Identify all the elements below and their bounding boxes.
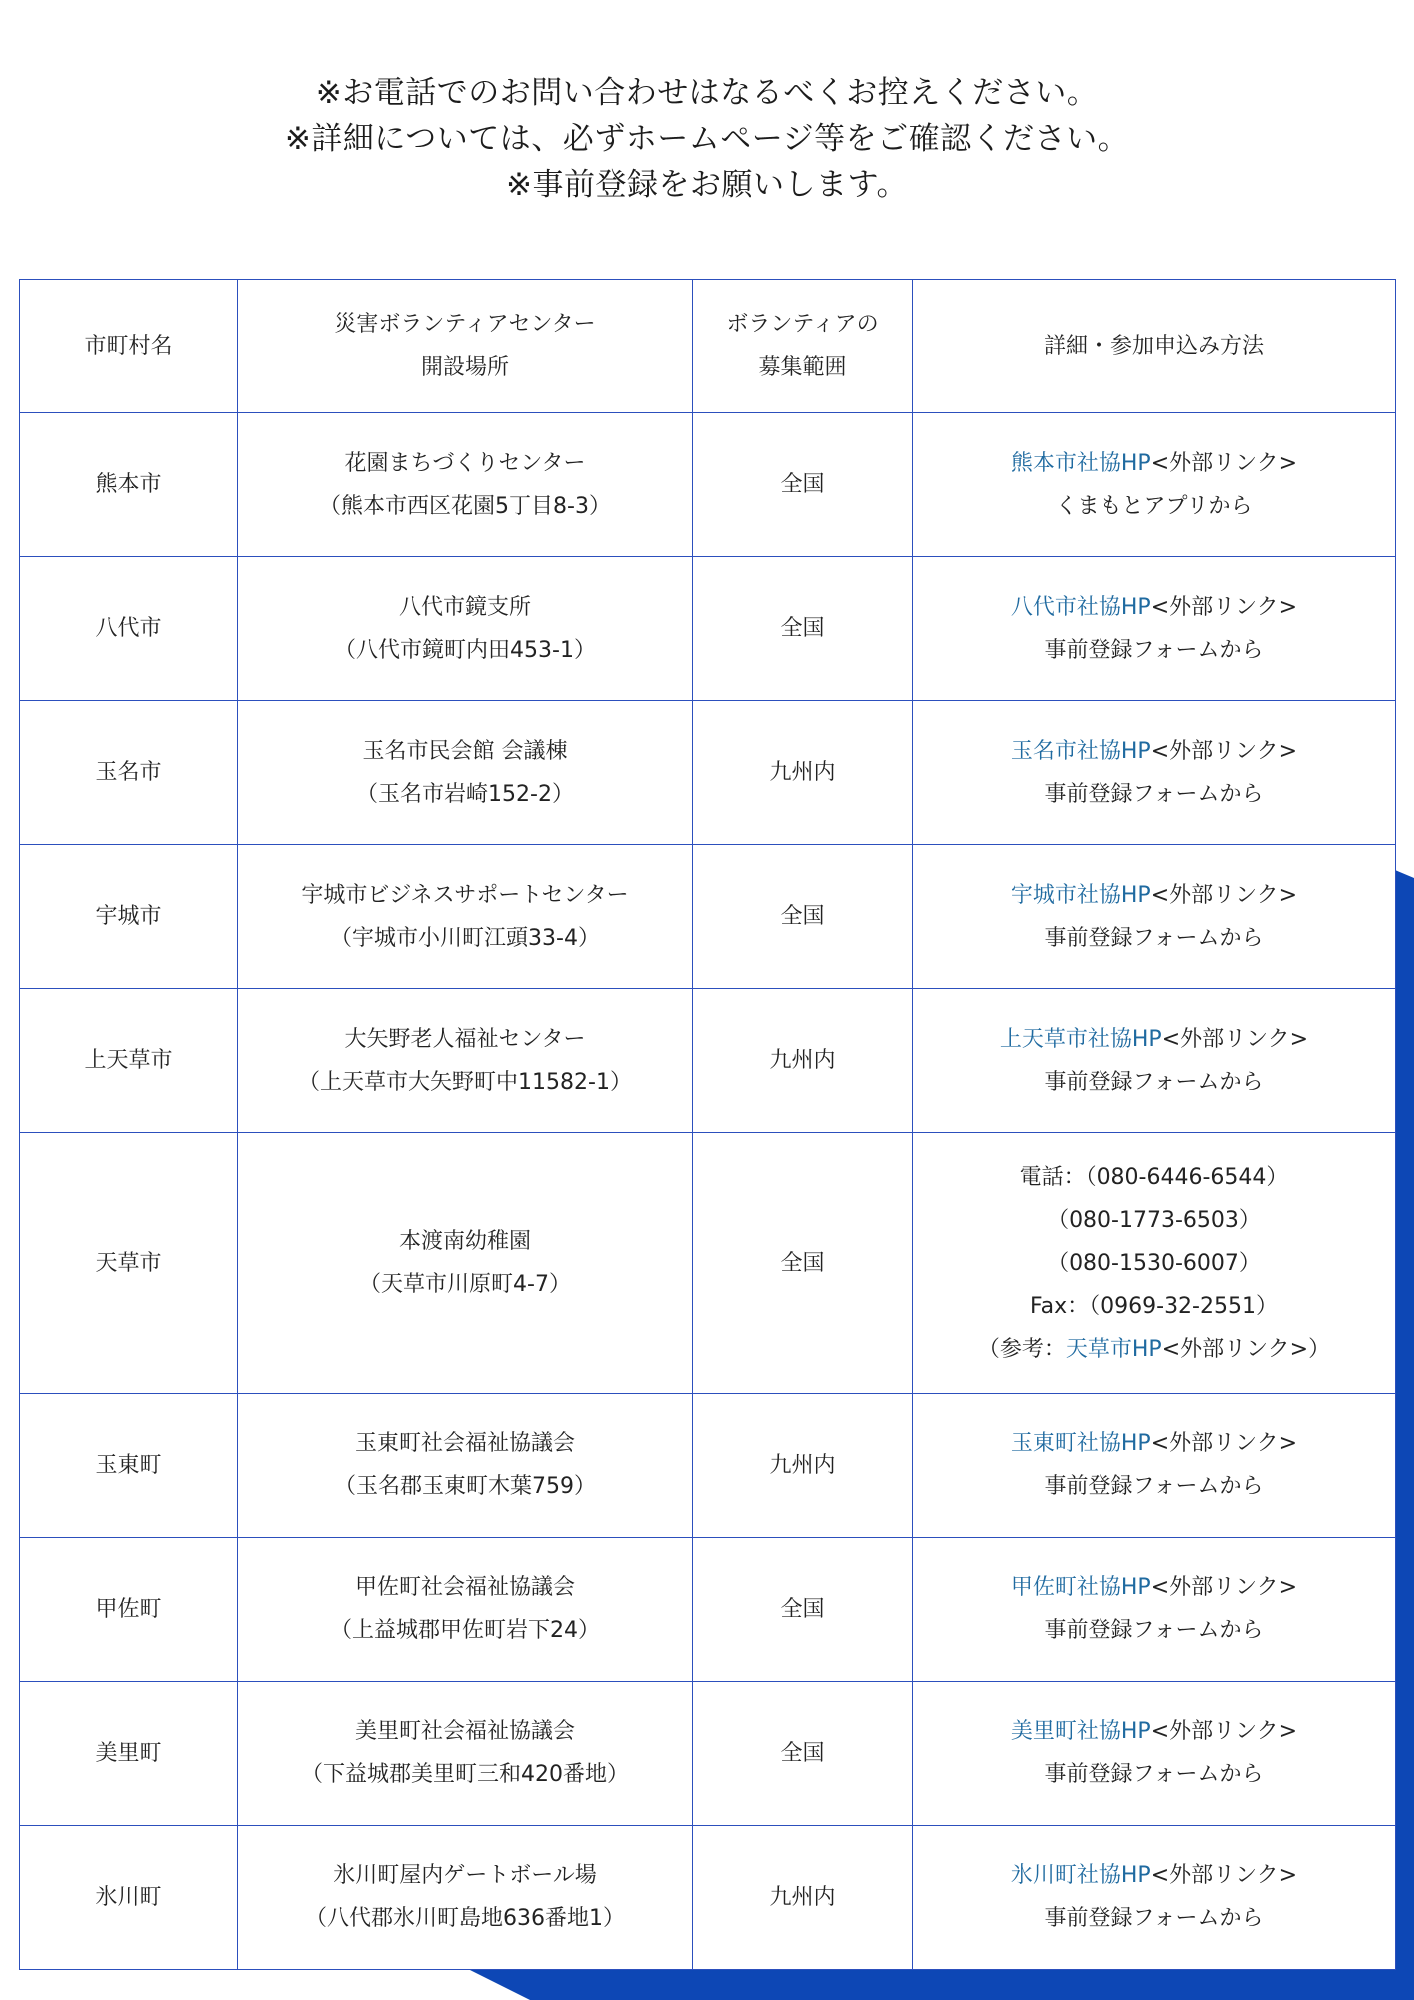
- external-link-hikawa-shakyo[interactable]: 氷川町社協HP: [1010, 1863, 1151, 1889]
- cell-municipality: 美里町: [20, 1681, 238, 1825]
- external-link-suffix: <外部リンク>: [1150, 1719, 1298, 1745]
- external-link-suffix: <外部リンク>: [1161, 1336, 1309, 1362]
- table-row: [20, 701, 1396, 845]
- header-municipality: 市町村名: [20, 280, 238, 413]
- table-row: [20, 413, 1396, 557]
- reference-line: （参考：天草市HP<外部リンク>）: [977, 1336, 1331, 1362]
- method-text: 事前登録フォームから: [1044, 1069, 1264, 1095]
- cell-application-method: [913, 1393, 1396, 1537]
- place-address: （天草市川原町4-7）: [359, 1272, 571, 1298]
- cell-application-method: [913, 989, 1396, 1133]
- cell-recruit-range: 全国: [693, 413, 913, 557]
- place-name: 玉東町社会福祉協議会: [354, 1431, 575, 1457]
- place-address: （玉名郡玉東町木葉759）: [334, 1474, 596, 1500]
- notice-block: [0, 70, 1414, 208]
- cell-application-method: [913, 1133, 1396, 1393]
- cell-application-method: [913, 413, 1396, 557]
- place-name: 八代市鏡支所: [398, 594, 531, 620]
- fax-number: Fax：（0969-32-2551）: [1030, 1293, 1278, 1319]
- external-link-misato-shakyo[interactable]: 美里町社協HP: [1010, 1719, 1151, 1745]
- cell-municipality: 上天草市: [20, 989, 238, 1133]
- header-center-location: 災害ボランティアセンター 開設場所: [238, 280, 693, 413]
- external-link-kamiamakusa-shakyo[interactable]: 上天草市社協HP: [999, 1026, 1162, 1052]
- place-name: 玉名市民会館 会議棟: [362, 738, 568, 764]
- place-name: 宇城市ビジネスサポートセンター: [301, 882, 629, 908]
- place-address: （熊本市西区花園5丁目8-3）: [319, 493, 611, 519]
- cell-recruit-range: 九州内: [693, 1825, 913, 1969]
- cell-recruit-range: 全国: [693, 1133, 913, 1393]
- table-row: [20, 557, 1396, 701]
- cell-center-location: [238, 845, 693, 989]
- table-row: [20, 1825, 1396, 1969]
- method-text: 事前登録フォームから: [1044, 637, 1264, 663]
- phone-number-1: 電話：（080-6446-6544）: [1019, 1164, 1289, 1190]
- cell-recruit-range: 全国: [693, 845, 913, 989]
- cell-municipality: 天草市: [20, 1133, 238, 1393]
- cell-center-location: [238, 413, 693, 557]
- table-header-row: [20, 280, 1396, 413]
- cell-application-method: [913, 845, 1396, 989]
- volunteer-center-table: [19, 279, 1396, 1970]
- external-link-amakusa-city[interactable]: 天草市HP: [1065, 1336, 1162, 1362]
- phone-number-2: （080-1773-6503）: [1047, 1207, 1261, 1233]
- external-link-gyokuto-shakyo[interactable]: 玉東町社協HP: [1010, 1431, 1151, 1457]
- cell-municipality: 甲佐町: [20, 1537, 238, 1681]
- external-link-yatsushiro-shakyo[interactable]: 八代市社協HP: [1010, 594, 1151, 620]
- cell-center-location: [238, 1393, 693, 1537]
- method-text: 事前登録フォームから: [1044, 1906, 1264, 1932]
- cell-recruit-range: 九州内: [693, 701, 913, 845]
- cell-center-location: [238, 557, 693, 701]
- external-link-suffix: <外部リンク>: [1150, 594, 1298, 620]
- cell-application-method: [913, 1537, 1396, 1681]
- table-row: [20, 1393, 1396, 1537]
- external-link-kosa-shakyo[interactable]: 甲佐町社協HP: [1010, 1575, 1151, 1601]
- method-text: 事前登録フォームから: [1044, 1618, 1264, 1644]
- place-address: （宇城市小川町江頭33-4）: [330, 925, 600, 951]
- place-name: 本渡南幼稚園: [398, 1229, 531, 1255]
- cell-municipality: 玉名市: [20, 701, 238, 845]
- place-address: （八代郡氷川町島地636番地1）: [305, 1906, 625, 1932]
- place-name: 甲佐町社会福祉協議会: [354, 1575, 575, 1601]
- method-text: くまもとアプリから: [1055, 493, 1253, 519]
- external-link-suffix: <外部リンク>: [1150, 738, 1298, 764]
- cell-application-method: [913, 701, 1396, 845]
- cell-recruit-range: 九州内: [693, 1393, 913, 1537]
- cell-recruit-range: 全国: [693, 1681, 913, 1825]
- table-row: [20, 1681, 1396, 1825]
- table-row: [20, 989, 1396, 1133]
- phone-number-3: （080-1530-6007）: [1047, 1250, 1261, 1276]
- place-address: （上益城郡甲佐町岩下24）: [330, 1618, 600, 1644]
- external-link-suffix: <外部リンク>: [1150, 882, 1298, 908]
- cell-municipality: 玉東町: [20, 1393, 238, 1537]
- header-recruit-range: ボランティアの 募集範囲: [693, 280, 913, 413]
- place-name: 氷川町屋内ゲートボール場: [333, 1863, 597, 1889]
- cell-municipality: 氷川町: [20, 1825, 238, 1969]
- method-text: 事前登録フォームから: [1044, 1474, 1264, 1500]
- method-text: 事前登録フォームから: [1044, 1762, 1264, 1788]
- place-address: （上天草市大矢野町中11582-1）: [298, 1069, 632, 1095]
- table-row: [20, 845, 1396, 989]
- cell-center-location: [238, 1825, 693, 1969]
- cell-application-method: [913, 1825, 1396, 1969]
- external-link-kumamoto-shakyo[interactable]: 熊本市社協HP: [1010, 450, 1151, 476]
- cell-recruit-range: 全国: [693, 1537, 913, 1681]
- external-link-uki-shakyo[interactable]: 宇城市社協HP: [1010, 882, 1151, 908]
- external-link-suffix: <外部リンク>: [1150, 450, 1298, 476]
- table-row: [20, 1537, 1396, 1681]
- external-link-tamana-shakyo[interactable]: 玉名市社協HP: [1010, 738, 1151, 764]
- place-name: 大矢野老人福祉センター: [344, 1026, 586, 1052]
- method-text: 事前登録フォームから: [1044, 925, 1264, 951]
- external-link-suffix: <外部リンク>: [1150, 1863, 1298, 1889]
- cell-center-location: [238, 989, 693, 1133]
- cell-center-location: [238, 1133, 693, 1393]
- place-address: （八代市鏡町内田453-1）: [334, 637, 596, 663]
- place-name: 花園まちづくりセンター: [344, 450, 586, 476]
- cell-center-location: [238, 701, 693, 845]
- external-link-suffix: <外部リンク>: [1150, 1575, 1298, 1601]
- notice-line-homepage: ※詳細については、必ずホームページ等をご確認ください。: [284, 121, 1130, 157]
- place-name: 美里町社会福祉協議会: [354, 1719, 575, 1745]
- notice-line-phone: ※お電話でのお問い合わせはなるべくお控えください。: [315, 75, 1099, 111]
- cell-application-method: [913, 557, 1396, 701]
- table-row: [20, 1133, 1396, 1393]
- external-link-suffix: <外部リンク>: [1150, 1431, 1298, 1457]
- cell-municipality: 熊本市: [20, 413, 238, 557]
- cell-center-location: [238, 1537, 693, 1681]
- cell-recruit-range: 全国: [693, 557, 913, 701]
- place-address: （玉名市岩崎152-2）: [356, 781, 574, 807]
- cell-center-location: [238, 1681, 693, 1825]
- cell-application-method: [913, 1681, 1396, 1825]
- place-address: （下益城郡美里町三和420番地）: [301, 1762, 629, 1788]
- header-application-method: 詳細・参加申込み方法: [913, 280, 1396, 413]
- external-link-suffix: <外部リンク>: [1161, 1026, 1309, 1052]
- cell-municipality: 宇城市: [20, 845, 238, 989]
- method-text: 事前登録フォームから: [1044, 781, 1264, 807]
- notice-line-registration: ※事前登録をお願いします。: [506, 167, 908, 203]
- cell-recruit-range: 九州内: [693, 989, 913, 1133]
- cell-municipality: 八代市: [20, 557, 238, 701]
